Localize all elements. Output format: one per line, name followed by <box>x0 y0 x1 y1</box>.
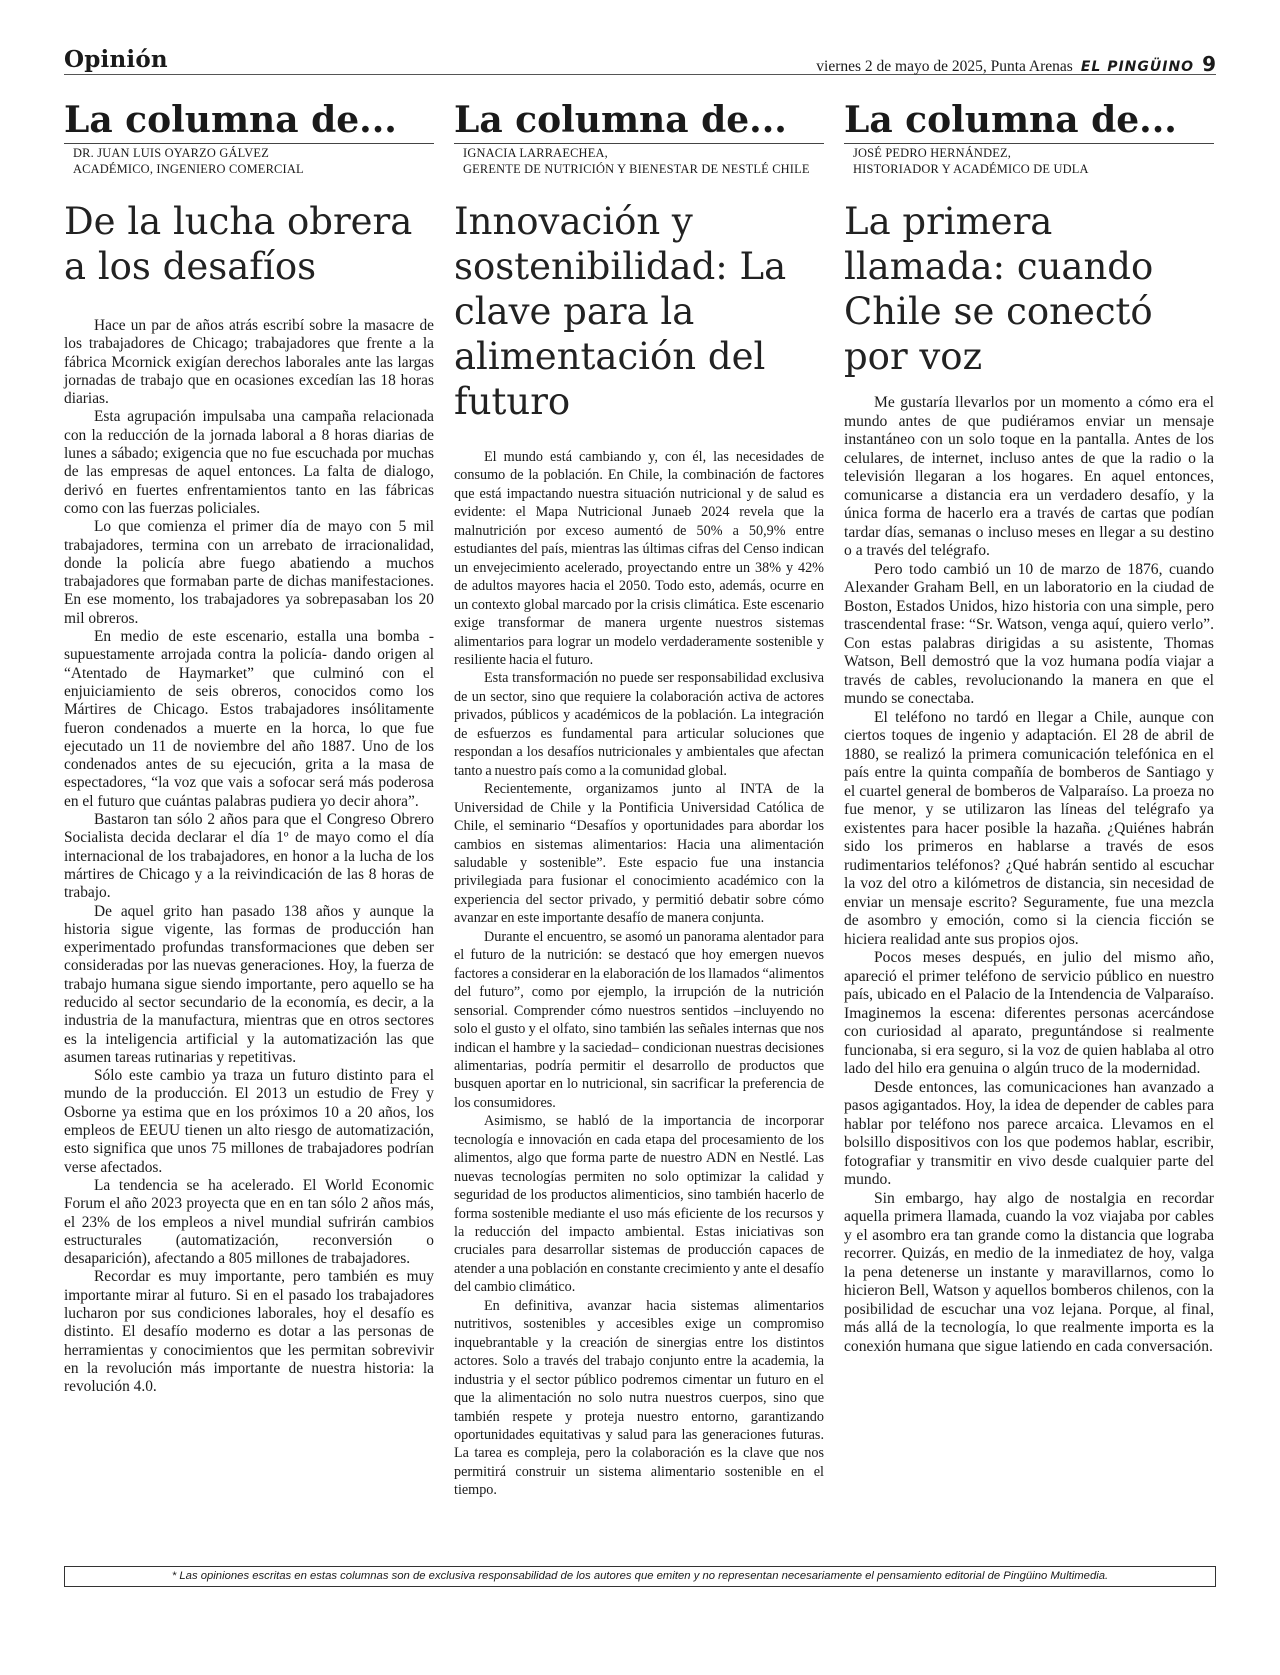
author-name: DR. JUAN LUIS OYARZO GÁLVEZ <box>73 146 269 160</box>
page-header <box>64 46 1216 75</box>
paragraph: El mundo está cambiando y, con él, las necesidades de consumo de la población. En Chile, la combinación de factores que está impactando nuestra situación nutricional y de salud es evidente: el Mapa Nutricional Junaeb 2024 revela que la malnutrición por exceso aumentó de 50% a 50,9% entre estudiantes del país, mientras las últimas cifras del Censo indican un envejecimiento acelerado, proyectando entre un 38% y 42% de adultos mayores hacia el 2050. Todo esto, además, ocurre en un contexto global marcado por la crisis climática. Este escenario exige transformar de manera urgente nuestros sistemas alimentarios para lograr un modelo verdaderamente sostenible y resiliente hacia el futuro. <box>454 449 824 668</box>
author-byline <box>844 143 1214 177</box>
paragraph: En definitiva, avanzar hacia sistemas alimentarios nutritivos, sostenibles y accesibles exige un compromiso inquebrantable y la creación de sinergias entre los distintos actores. Solo a través del trabajo conjunto entre la academia, la industria y el sector público podremos cimentar un futuro en el que la alimentación no solo nutra nuestros cuerpos, sino que también respete y proteja nuestro entorno, garantizando oportunidades equitativas y salud para las generaciones futuras. La tarea es compleja, pero la colaboración es la clave que nos permitirá construir un sistema alimentario sostenible en el tiempo. <box>454 1297 824 1499</box>
paragraph: Sólo este cambio ya traza un futuro distinto para el mundo de la producción. El 2013 un estudio de Frey y Osborne ya estima que en los próximos 10 a 20 años, los empleos de EEUU tienen un alto riesgo de automatización, esto significa que unos 75 millones de trabajadores podrían verse afectados. <box>64 1067 434 1176</box>
article-title: Innovación y sostenibilidad: La clave para la alimentación del futuro <box>454 200 787 423</box>
paragraph: Asimismo, se habló de la importancia de incorporar tecnología e innovación en cada etapa del procesamiento de los alimentos, algo que forma parte de nuestro ADN en Nestlé. Las nuevas tecnologías permiten no solo optimizar la calidad y seguridad de los productos alimenticios, sino también hacerlo de forma sostenible mediante el uso más eficiente de los recursos y la reducción del impacto ambiental. Estas iniciativas son cruciales para desarrollar sistemas de producción capaces de atender a una población en constante crecimiento y ante el desafío del cambio climático. <box>454 1113 824 1296</box>
column-larraechea <box>454 98 824 1500</box>
paragraph: Desde entonces, las comunicaciones han avanzado a pasos agigantados. Hoy, la idea de depender de cables para hablar por teléfono nos parece arcaica. Llevamos en el bolsillo dispositivos con los que podemos hablar, escribir, fotografiar y transmitir en vivo desde cualquier parte del mundo. <box>844 1078 1214 1188</box>
paragraph: Pocos meses después, en julio del mismo año, apareció el primer teléfono de servicio público en nuestro país, ubicado en el Palacio de la Intendencia de Valparaíso. Imaginemos la escena: diferentes personas acercándose con curiosidad al aparato, preguntándose si realmente funcionaba, si era seguro, si la voz de quien hablaba al otro lado del hilo era genuina o algún truco de la modernidad. <box>844 949 1214 1077</box>
paragraph: Lo que comienza el primer día de mayo con 5 mil trabajadores, termina con un arrebato de irracionalidad, donde la policía abre fuego abatiendo a muchos trabajadores que formaban parte de dichas manifestaciones. En ese momento, los trabajadores ya sobrepasaban los 20 mil obreros. <box>64 518 434 627</box>
paragraph: Durante el encuentro, se asomó un panorama alentador para el futuro de la nutrición: se destacó que hoy emergen nuevos factores a considerar en la elaboración de los llamados “alimentos del futuro”, como por ejemplo, la irrupción de la nutrición sensorial. Comprender cómo nuestros sentidos –incluyendo no solo el gusto y el olfato, sino también las señales internas que nos indican el hambre y la saciedad– condicionan nuestras decisiones alimentarias, podría permitir el desarrollo de productos que busquen aportar en lo nutricional, sin sacrificar la preferencia de los consumidores. <box>454 928 824 1111</box>
author-role: GERENTE DE NUTRICIÓN Y BIENESTAR DE NESTLÉ CHILE <box>463 161 810 176</box>
paragraph: Pero todo cambió un 10 de marzo de 1876, cuando Alexander Graham Bell, en un laboratorio en la ciudad de Boston, Estados Unidos, hizo historia con una simple, pero trascendental frase: “Sr. Watson, venga aquí, quiero verlo”. Con estas palabras dirigidas a su asistente, Thomas Watson, Bell demostró que la voz humana podía viajar a través de cables, revolucionando la manera en que el mundo se conectaba. <box>844 560 1214 707</box>
author-name: JOSÉ PEDRO HERNÁNDEZ, <box>853 146 1012 160</box>
author-byline <box>64 143 434 177</box>
paragraph: Bastaron tan sólo 2 años para que el Congreso Obrero Socialista decida declarar el día 1º de mayo como el día internacional de los trabajadores, en honor a la lucha de los mártires de Chicago y a la reivindicación de las 8 horas de trabajo. <box>64 811 434 902</box>
paragraph: Recordar es muy importante, pero también es muy importante mirar al futuro. Si en el pasado los trabajadores lucharon por sus condiciones laborales, hoy el desafío es distinto. El desafío moderno es dotar a las personas de herramientas y conocimientos que les permitan sobrevivir en la revolución más importante de nuestra historia: la revolución 4.0. <box>64 1268 434 1396</box>
paragraph: Me gustaría llevarlos por un momento a cómo era el mundo antes de que pudiéramos enviar un mensaje instantáneo con un solo toque en la pantalla. Antes de los celulares, de internet, incluso antes de que la radio o la televisión llegaran a los hogares. En aquel entonces, comunicarse a distancia era un verdadero desafío, y la única forma de hacerlo era a través de cartas que podían tardar días, semanas o incluso meses en llegar a su destino o a través del telégrafo. <box>844 394 1214 559</box>
column-kicker: La columna de... <box>844 99 1177 141</box>
article-title: De la lucha obrera a los desafíos <box>64 200 413 288</box>
article-body <box>454 448 824 1500</box>
article-body <box>64 317 434 1397</box>
paragraph: En medio de este escenario, estalla una bomba -supuestamente arrojada contra la policía- dando origen al “Atentado de Haymarket” que culminó con el enjuiciamiento de seis obreros, conocidos como los Mártires de Chicago. Estos trabajadores insólitamente fueron condenados a muerte en la horca, lo que fue ejecutado un 11 de noviembre del año 1887. Uno de los condenados antes de su ejecución, grita a la masa de espectadores, “la voz que vais a sofocar será más poderosa en el futuro que cuántas palabras pudiera yo decir ahora”. <box>64 628 434 810</box>
section-name: Opinión <box>64 46 168 73</box>
author-byline <box>454 143 824 177</box>
author-role: HISTORIADOR Y ACADÉMICO DE UDLA <box>853 161 1089 176</box>
newspaper-logo: EL PINGÜINO <box>1080 59 1195 75</box>
paragraph: Recientemente, organizamos junto al INTA de la Universidad de Chile y la Pontificia Universidad Católica de Chile, el seminario “Desafíos y oportunidades para abordar los cambios en sistemas alimentarios: Hacia una alimentación saludable y sostenible”. Este espacio fue una instancia privilegiada para fusionar el conocimiento académico con la experiencia del sector privado, y permitió debatir sobre cómo avanzar en este importante desafío de manera conjunta. <box>454 781 824 927</box>
paragraph: El teléfono no tardó en llegar a Chile, aunque con ciertos toques de ingenio y adaptación. El 28 de abril de 1880, se realizó la primera comunicación telefónica en el país entre la quinta compañía de bomberos de Santiago y el cuartel general de bomberos de Valparaíso. La proeza no fue menor, y se utilizaron las líneas del telégrafo ya existentes para hacer posible la hazaña. ¿Quiénes habrán sido los primeros en hablarse a través de esos rudimentarios teléfonos? ¿Qué habrán sentido al escuchar la voz del otro a kilómetros de distancia, sin necesidad de enviar un mensaje escrito? Seguramente, fue una mezcla de asombro y emoción, como si la ciencia ficción se hiciera realidad ante sus propios ojos. <box>844 708 1214 948</box>
header-right <box>816 52 1216 76</box>
page-number: 9 <box>1202 52 1216 76</box>
paragraph: La tendencia se ha acelerado. El World Economic Forum el año 2023 proyecta que en en tan sólo 2 años más, el 23% de los empleos a nivel mundial sufrirán cambios estructurales (automatización, reconversión o desaparición), afectando a 805 millones de trabajadores. <box>64 1176 434 1268</box>
article-title: La primera llamada: cuando Chile se conectó por voz <box>844 200 1154 378</box>
column-kicker: La columna de... <box>64 99 397 141</box>
column-oyarzo <box>64 98 434 1397</box>
disclaimer-box: * Las opiniones escritas en estas columnas son de exclusiva responsabilidad de los autores que emiten y no representan necesariamente el pensamiento editorial de Pingüino Multimedia. <box>64 1566 1216 1587</box>
dateline: viernes 2 de mayo de 2025, Punta Arenas <box>816 58 1073 75</box>
paragraph: Esta transformación no puede ser responsabilidad exclusiva de un sector, sino que requiere la colaboración activa de actores privados, públicos y académicos de la población. La integración de esfuerzos es fundamental para articular soluciones que respondan a los desafíos nutricionales y ambientales que afectan tanto a nuestro país como a la comunidad global. <box>454 670 824 779</box>
paragraph: Esta agrupación impulsaba una campaña relacionada con la reducción de la jornada laboral a 8 horas diarias de lunes a sábado; exigencia que no fue escuchada por muchas de las empresas de aquel entonces. La falta de dialogo, derivó en fuertes enfrentamientos tanto en las fábricas como con las fuerzas policiales. <box>64 408 434 517</box>
column-kicker: La columna de... <box>454 99 787 141</box>
paragraph: Hace un par de años atrás escribí sobre la masacre de los trabajadores de Chicago; trabajadores que frente a la fábrica Mcornick exigían derechos laborales ante las largas jornadas de trabajo que en ocasiones excedían las 18 horas diarias. <box>64 317 434 408</box>
author-name: IGNACIA LARRAECHEA, <box>463 146 608 160</box>
column-hernandez <box>844 98 1214 1356</box>
author-role: ACADÉMICO, INGENIERO COMERCIAL <box>73 161 304 176</box>
paragraph: De aquel grito han pasado 138 años y aunque la historia sigue vigente, las formas de producción han experimentado profundas transformaciones que deben ser consideradas por las nuevas generaciones. Hoy, la fuerza de trabajo humana sigue siendo importante, pero aquello se ha reducido al sector secundario de la economía, es decir, a la industria de la manufactura, mientras que en otros sectores es la inteligencia artificial y la automatización las que asumen tareas rutinarias y repetitivas. <box>64 902 434 1066</box>
paragraph: Sin embargo, hay algo de nostalgia en recordar aquella primera llamada, cuando la voz viajaba por cables y el asombro era tan grande como la distancia que lograba recorrer. Quizás, en medio de la inmediatez de hoy, valga la pena detenerse un instante y maravillarnos, como lo hicieron Bell, Watson y aquellos bomberos chilenos, con la posibilidad de escuchar una voz lejana. Porque, al final, más allá de la tecnología, lo que realmente importa es la conexión humana que sigue latiendo en cada conversación. <box>844 1189 1214 1355</box>
article-body <box>844 394 1214 1356</box>
